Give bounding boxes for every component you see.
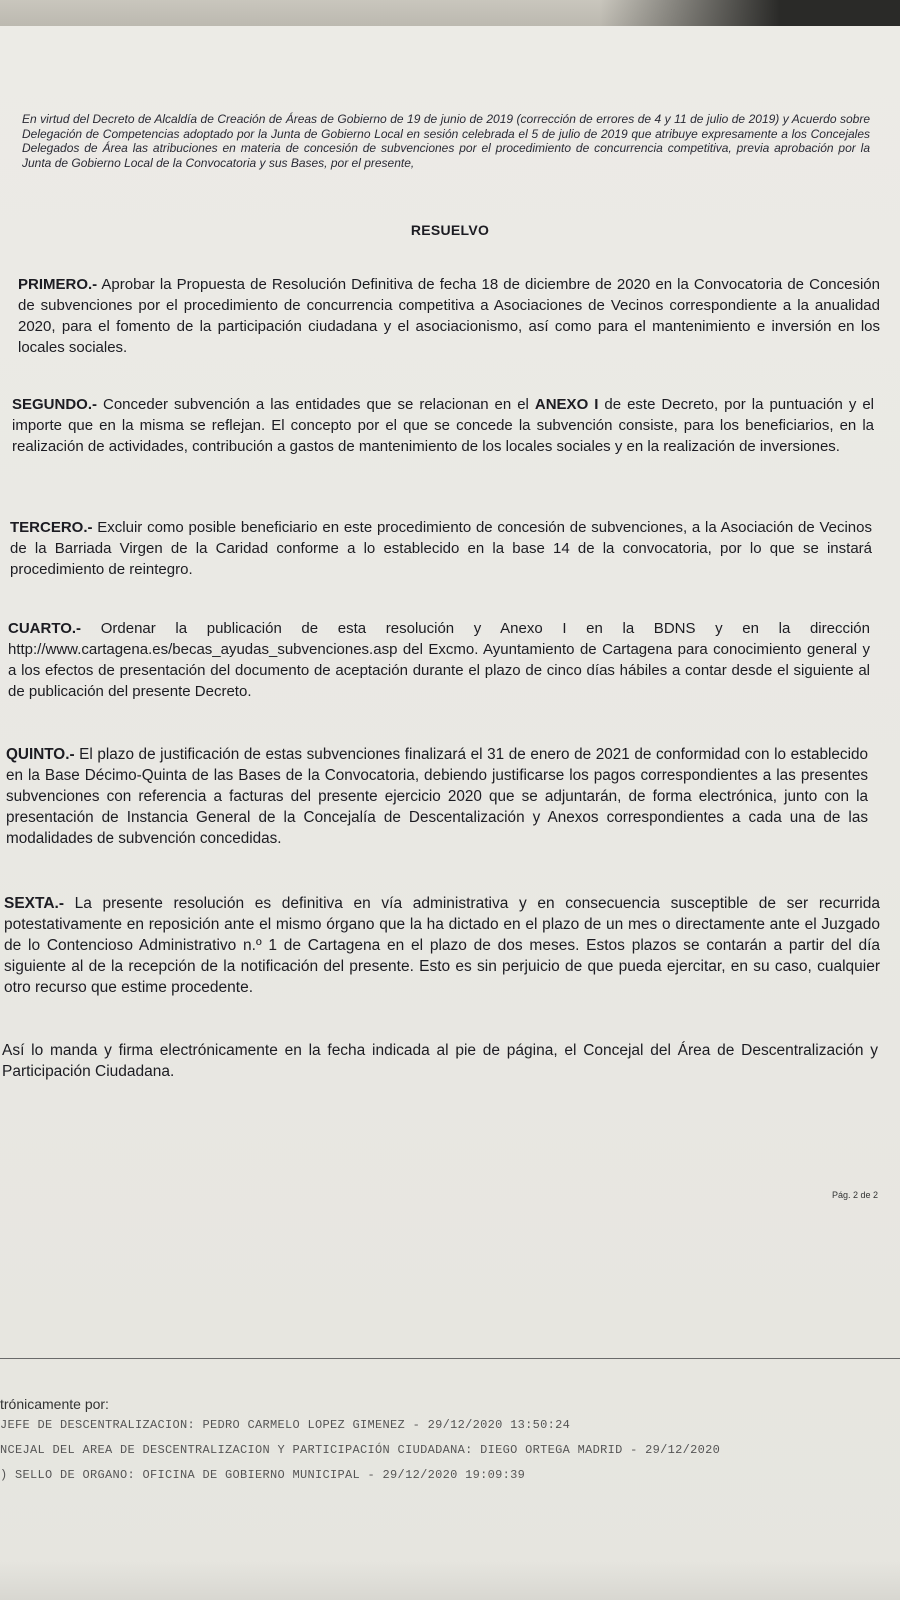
page-shadow xyxy=(0,1560,900,1600)
section-label: SEGUNDO.- xyxy=(12,396,98,413)
section-text: Excluir como posible beneficiario en este procedimiento de concesión de subvenciones, a la Asociación de Vecinos de la Barriada Virgen de la Caridad conforme a lo establecido en la base 14 de la convocatoria, por lo que se instará procedimiento de reintegro. xyxy=(10,519,872,578)
section-label: SEXTA.- xyxy=(4,895,64,912)
footer-divider xyxy=(0,1358,900,1359)
annex-reference: ANEXO I xyxy=(534,396,599,413)
intro-paragraph: En virtud del Decreto de Alcaldía de Creación de Áreas de Gobierno de 19 de junio de 2019 (corrección de errores de 4 y 11 de julio de 2019) y Acuerdo sobre Delegación de Competencias adoptado por la Junta de Gobierno Local en sesión celebrada el 5 de julio de 2019 que atribuye expresamente a los Concejales Delegados de Área las atribuciones en materia de concesión de subvenciones por el procedimiento de concurrencia competitiva, previa aprobación por la Junta de Gobierno Local de la Convocatoria y sus Bases, por el presente, xyxy=(22,112,870,170)
section-text: La presente resolución es definitiva en vía administrativa y en consecuencia susceptible de ser recurrida potestativamente en reposición ante el mismo órgano que la ha dictado en el plazo de un mes o directamente ante el Juzgado de lo Contencioso Administrativo n.º 1 de Cartagena en el plazo de dos meses. Estos plazos se contarán a partir del día siguiente al de la recepción de la notificación del presente. Esto es sin perjuicio de que pueda ejercitar, en su caso, cualquier otro recurso que estime procedente. xyxy=(4,895,880,996)
section-tercero xyxy=(10,517,872,580)
section-label: PRIMERO.- xyxy=(18,276,98,293)
section-text: Aprobar la Propuesta de Resolución Definitiva de fecha 18 de diciembre de 2020 en la Convocatoria de Concesión de subvenciones por el procedimiento de concurrencia competitiva a Asociaciones de Vecinos correspondiente a la anualidad 2020, para el fomento de la participación ciudadana y el asociacionismo, así como para el mantenimiento e inversión en los locales sociales. xyxy=(18,276,880,356)
signed-by-label: trónicamente por: xyxy=(0,1396,109,1412)
section-segundo xyxy=(12,394,874,457)
closing-paragraph: Así lo manda y firma electrónicamente en la fecha indicada al pie de página, el Concejal del Área de Descentralización y Participación Ciudadana. xyxy=(2,1042,878,1080)
section-label: TERCERO.- xyxy=(10,519,93,536)
page-number: Pág. 2 de 2 xyxy=(832,1190,879,1200)
section-text: El plazo de justificación de estas subvenciones finalizará el 31 de enero de 2021 de conformidad con lo establecido en la Base Décimo-Quinta de las Bases de la Convocatoria, debiendo justificarse los pagos correspondientes a las presentes subvenciones con referencia a facturas del presente ejercicio 2020 que se adjuntarán, de forma electrónica, junto con la presentación de Instancia General de la Concejalía de Descentalización y Anexos correspondientes a cada una de las modalidades de subvención concedidas. xyxy=(6,746,868,847)
section-text: Ordenar la publicación de esta resolución y Anexo I en la BDNS y en la dirección http://www.cartagena.es/becas_ayudas_subvenciones.asp del Excmo. Ayuntamiento de Cartagena para conocimiento general y a los efectos de presentación del documento de aceptación durante el plazo de cinco días hábiles a contar desde el siguiente al de publicación del presente Decreto. xyxy=(8,620,870,700)
signature-line: JEFE DE DESCENTRALIZACION: PEDRO CARMELO LOPEZ GIMENEZ - 29/12/2020 13:50:24 xyxy=(0,1418,571,1432)
signature-line: ) SELLO DE ORGANO: OFICINA DE GOBIERNO MUNICIPAL - 29/12/2020 19:09:39 xyxy=(0,1468,526,1482)
resolution-heading: RESUELVO xyxy=(410,222,490,238)
section-cuarto xyxy=(8,618,870,702)
section-label: QUINTO.- xyxy=(6,746,75,763)
section-sexta xyxy=(4,893,880,998)
section-primero xyxy=(18,274,880,358)
section-label: CUARTO.- xyxy=(8,620,82,637)
section-quinto xyxy=(6,744,868,849)
document-page xyxy=(0,26,900,1600)
section-text: Conceder subvención a las entidades que se relacionan en el xyxy=(97,396,535,413)
section-text: de este Decreto, por la puntuación y el importe que en la misma se reflejan. El concepto por el que se concede la subvención consiste, para los beneficiarios, en la realización de actividades, contribución a gastos de mantenimiento de los locales sociales y en la realización de inversiones. xyxy=(12,396,875,455)
signature-line: NCEJAL DEL AREA DE DESCENTRALIZACION Y PARTICIPACIÓN CIUDADANA: DIEGO ORTEGA MADRID - 29/12/2020 xyxy=(0,1443,721,1457)
